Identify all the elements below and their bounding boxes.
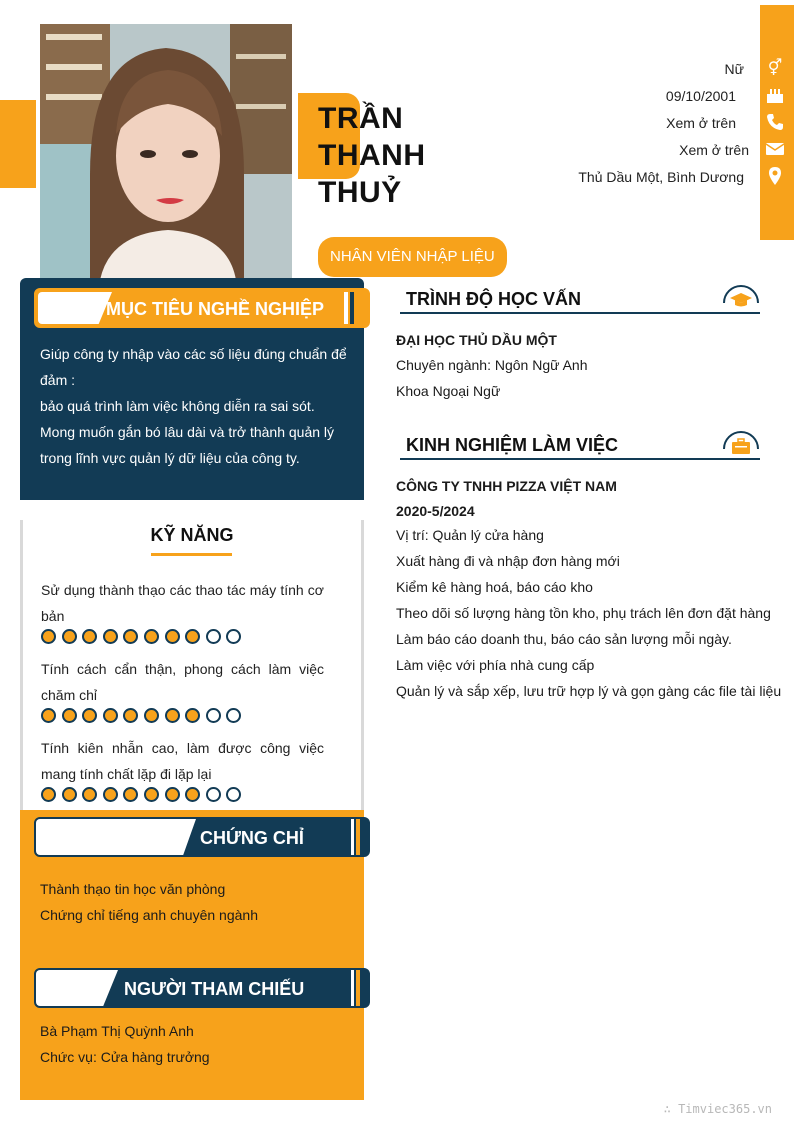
rating-dot-empty bbox=[206, 787, 221, 802]
skill-text: Sử dụng thành thạo các thao tác máy tính cơ bản bbox=[41, 582, 324, 624]
name-line: THUỶ bbox=[318, 176, 402, 209]
rating-dot-filled bbox=[62, 708, 77, 723]
email-icon bbox=[765, 139, 785, 159]
skill-rating bbox=[41, 787, 241, 803]
name-line: THANH bbox=[318, 139, 426, 172]
rating-dot-filled bbox=[82, 629, 97, 644]
skills-underline bbox=[151, 553, 232, 556]
experience-period: 2020-5/2024 bbox=[396, 503, 475, 519]
experience-divider bbox=[400, 458, 760, 460]
career-goal-line: Giúp công ty nhập vào các số liệu đúng chuẩn để bbox=[40, 346, 347, 362]
portrait-illustration bbox=[40, 24, 292, 280]
skill-text: Tính cách cẩn thận, phong cách làm việc chăm chỉ bbox=[41, 661, 324, 703]
career-goal-title: MỤC TIÊU NGHỀ NGHIỆP bbox=[106, 299, 325, 319]
certificates-header bbox=[34, 817, 370, 857]
graduation-cap-icon bbox=[729, 292, 753, 308]
contact-phone: Xem ở trên bbox=[666, 115, 736, 131]
rating-dot-filled bbox=[41, 787, 56, 802]
rating-dot-filled bbox=[62, 629, 77, 644]
cake-icon bbox=[765, 85, 785, 105]
rating-dot-filled bbox=[103, 708, 118, 723]
experience-line: Xuất hàng đi và nhập đơn hàng mới bbox=[396, 553, 620, 569]
certificate-item: Thành thạo tin học văn phòng bbox=[40, 881, 226, 897]
career-goal-header bbox=[34, 288, 370, 328]
experience-line: Quản lý và sắp xếp, lưu trữ hợp lý và gọn gàng các file tài liệu bbox=[396, 683, 782, 699]
briefcase-icon bbox=[729, 438, 753, 454]
education-school: ĐẠI HỌC THỦ DẦU MỘT bbox=[396, 332, 557, 348]
rating-dot-filled bbox=[41, 708, 56, 723]
gender-icon: ⚥ bbox=[767, 58, 783, 77]
contact-email: Xem ở trên bbox=[679, 142, 749, 158]
rating-dot-filled bbox=[185, 629, 200, 644]
skill-rating bbox=[41, 629, 241, 645]
career-goal-line: bảo quá trình làm việc không diễn ra sai sót. bbox=[40, 398, 315, 414]
job-title-badge: NHÂN VIÊN NHẬP LIỆU bbox=[318, 237, 507, 277]
certificate-item: Chứng chỉ tiếng anh chuyên ngành bbox=[40, 907, 258, 923]
career-goal-line: Mong muốn gắn bó lâu dài và trở thành quản lý bbox=[40, 424, 335, 440]
contact-address: Thủ Dầu Một, Bình Dương bbox=[578, 169, 744, 185]
contact-birthday: 09/10/2001 bbox=[665, 88, 736, 104]
contact-gender: Nữ bbox=[724, 61, 744, 77]
watermark-text: Timviec365.vn bbox=[678, 1102, 772, 1116]
references-title: NGƯỜI THAM CHIẾU bbox=[124, 979, 305, 999]
experience-line: Kiểm kê hàng hoá, báo cáo kho bbox=[396, 579, 593, 595]
phone-icon bbox=[765, 112, 785, 132]
experience-line: Làm báo cáo doanh thu, báo cáo sản lượng mỗi ngày. bbox=[396, 631, 732, 647]
rating-dot-filled bbox=[103, 629, 118, 644]
watermark: ∴ Timviec365.vn bbox=[663, 1102, 772, 1116]
experience-line: Vị trí: Quản lý cửa hàng bbox=[396, 527, 544, 543]
career-goal-line: trong lĩnh vực quản lý dữ liệu của công ty. bbox=[40, 450, 300, 466]
skill-rating bbox=[41, 708, 241, 724]
rating-dot-filled bbox=[82, 708, 97, 723]
education-divider bbox=[400, 312, 760, 314]
rating-dot-filled bbox=[123, 629, 138, 644]
career-goal-text bbox=[40, 341, 352, 471]
career-goal-line: đảm : bbox=[40, 372, 76, 388]
rating-dot-empty bbox=[206, 629, 221, 644]
rating-dot-filled bbox=[123, 787, 138, 802]
skill-text: Tính kiên nhẫn cao, làm được công việc mang tính chất lặp đi lặp lại bbox=[41, 740, 324, 782]
experience-company: CÔNG TY TNHH PIZZA VIỆT NAM bbox=[396, 478, 617, 494]
experience-line: Theo dõi số lượng hàng tồn kho, phụ trách lên đơn đặt hàng bbox=[396, 605, 771, 621]
rating-dot-filled bbox=[62, 787, 77, 802]
profile-photo bbox=[40, 24, 292, 280]
education-faculty: Khoa Ngoại Ngữ bbox=[396, 383, 501, 399]
left-accent-block bbox=[0, 100, 36, 188]
education-major: Chuyên ngành: Ngôn Ngữ Anh bbox=[396, 357, 588, 373]
rating-dot-filled bbox=[165, 629, 180, 644]
reference-item: Bà Phạm Thị Quỳnh Anh bbox=[40, 1023, 194, 1039]
rating-dot-empty bbox=[226, 787, 241, 802]
rating-dot-filled bbox=[82, 787, 97, 802]
rating-dot-filled bbox=[165, 708, 180, 723]
skills-title: KỸ NĂNG bbox=[150, 525, 234, 545]
rating-dot-empty bbox=[206, 708, 221, 723]
rating-dot-filled bbox=[185, 708, 200, 723]
reference-item: Chức vụ: Cửa hàng trưởng bbox=[40, 1049, 210, 1065]
references-header bbox=[34, 968, 370, 1008]
rating-dot-empty bbox=[226, 708, 241, 723]
candidate-name bbox=[318, 100, 498, 211]
rating-dot-empty bbox=[226, 629, 241, 644]
name-line: TRẦN bbox=[318, 102, 404, 135]
rating-dot-filled bbox=[144, 629, 159, 644]
rating-dot-filled bbox=[144, 787, 159, 802]
location-icon bbox=[765, 166, 785, 186]
certificates-title: CHỨNG CHỈ bbox=[200, 828, 304, 848]
rating-dot-filled bbox=[165, 787, 180, 802]
rating-dot-filled bbox=[123, 708, 138, 723]
rating-dot-filled bbox=[185, 787, 200, 802]
experience-line: Làm việc với phía nhà cung cấp bbox=[396, 657, 595, 673]
rating-dot-filled bbox=[41, 629, 56, 644]
education-title: TRÌNH ĐỘ HỌC VẤN bbox=[406, 289, 581, 309]
experience-title: KINH NGHIỆM LÀM VIỆC bbox=[406, 435, 619, 455]
rating-dot-filled bbox=[103, 787, 118, 802]
rating-dot-filled bbox=[144, 708, 159, 723]
